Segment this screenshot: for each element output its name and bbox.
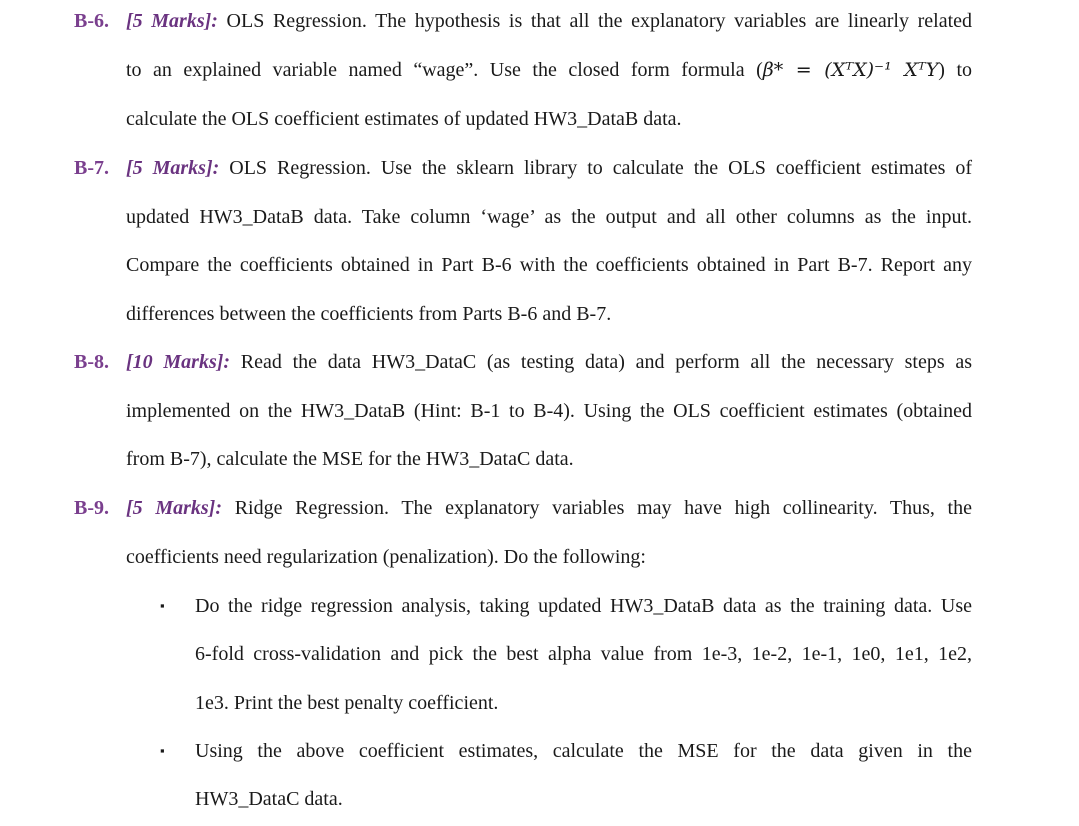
ols-formula: β* = (XᵀX)⁻¹ XᵀY <box>762 59 939 81</box>
bullet-line: Do the ridge regression analysis, taking updated HW3_DataB data as the training data. Use <box>195 595 972 617</box>
question-line <box>126 496 972 520</box>
question-number: B-6. <box>74 10 109 32</box>
marks-label: [5 Marks] <box>126 157 213 179</box>
bullet-line: 6-fold cross-validation and pick the best alpha value from 1e-3, 1e-2, 1e-1, 1e0, 1e1, 1e2, <box>195 643 972 665</box>
question-text: to an explained variable named “wage”. Use the closed form formula ( <box>126 59 763 81</box>
question-line: from B-7), calculate the MSE for the HW3_DataC data. <box>126 448 574 470</box>
question-text: OLS Regression. Use the sklearn library to calculate the OLS coefficient estimates of <box>219 157 972 179</box>
marks-label: [5 Marks] <box>126 10 212 32</box>
marks-separator: : <box>212 157 220 179</box>
marks-label: [10 Marks] <box>126 351 224 373</box>
question-line <box>126 350 972 374</box>
question-text: ) to <box>938 59 973 81</box>
marks-label: [5 Marks] <box>126 497 216 519</box>
question-number: B-9. <box>74 497 109 519</box>
bullet-line: 1e3. Print the best penalty coefficient. <box>195 692 499 714</box>
question-text: Ridge Regression. The explanatory variables may have high collinearity. Thus, the <box>222 497 972 519</box>
marks-separator: : <box>211 10 218 32</box>
question-number: B-8. <box>74 351 109 373</box>
square-bullet-icon: ▪ <box>160 743 165 758</box>
marks-separator: : <box>215 497 223 519</box>
question-line: Compare the coefficients obtained in Part B-6 with the coefficients obtained in Part B-7. Report any <box>126 254 972 276</box>
question-line <box>126 156 972 180</box>
square-bullet-icon: ▪ <box>160 598 165 613</box>
question-line: updated HW3_DataB data. Take column ‘wage’ as the output and all other columns as the input. <box>126 206 972 228</box>
question-line <box>126 58 972 82</box>
question-line: calculate the OLS coefficient estimates of updated HW3_DataB data. <box>126 108 682 130</box>
question-line <box>126 9 972 33</box>
question-line: implemented on the HW3_DataB (Hint: B-1 to B-4). Using the OLS coefficient estimates (obtained <box>126 400 972 422</box>
question-text: OLS Regression. The hypothesis is that all the explanatory variables are linearly related <box>217 10 972 32</box>
question-line: differences between the coefficients from Parts B-6 and B-7. <box>126 303 612 325</box>
bullet-line: Using the above coefficient estimates, calculate the MSE for the data given in the <box>195 740 972 762</box>
bullet-line: HW3_DataC data. <box>195 788 343 810</box>
question-number: B-7. <box>74 157 109 179</box>
question-line: coefficients need regularization (penalization). Do the following: <box>126 546 646 568</box>
marks-separator: : <box>223 351 231 373</box>
question-text: Read the data HW3_DataC (as testing data) and perform all the necessary steps as <box>230 351 973 373</box>
